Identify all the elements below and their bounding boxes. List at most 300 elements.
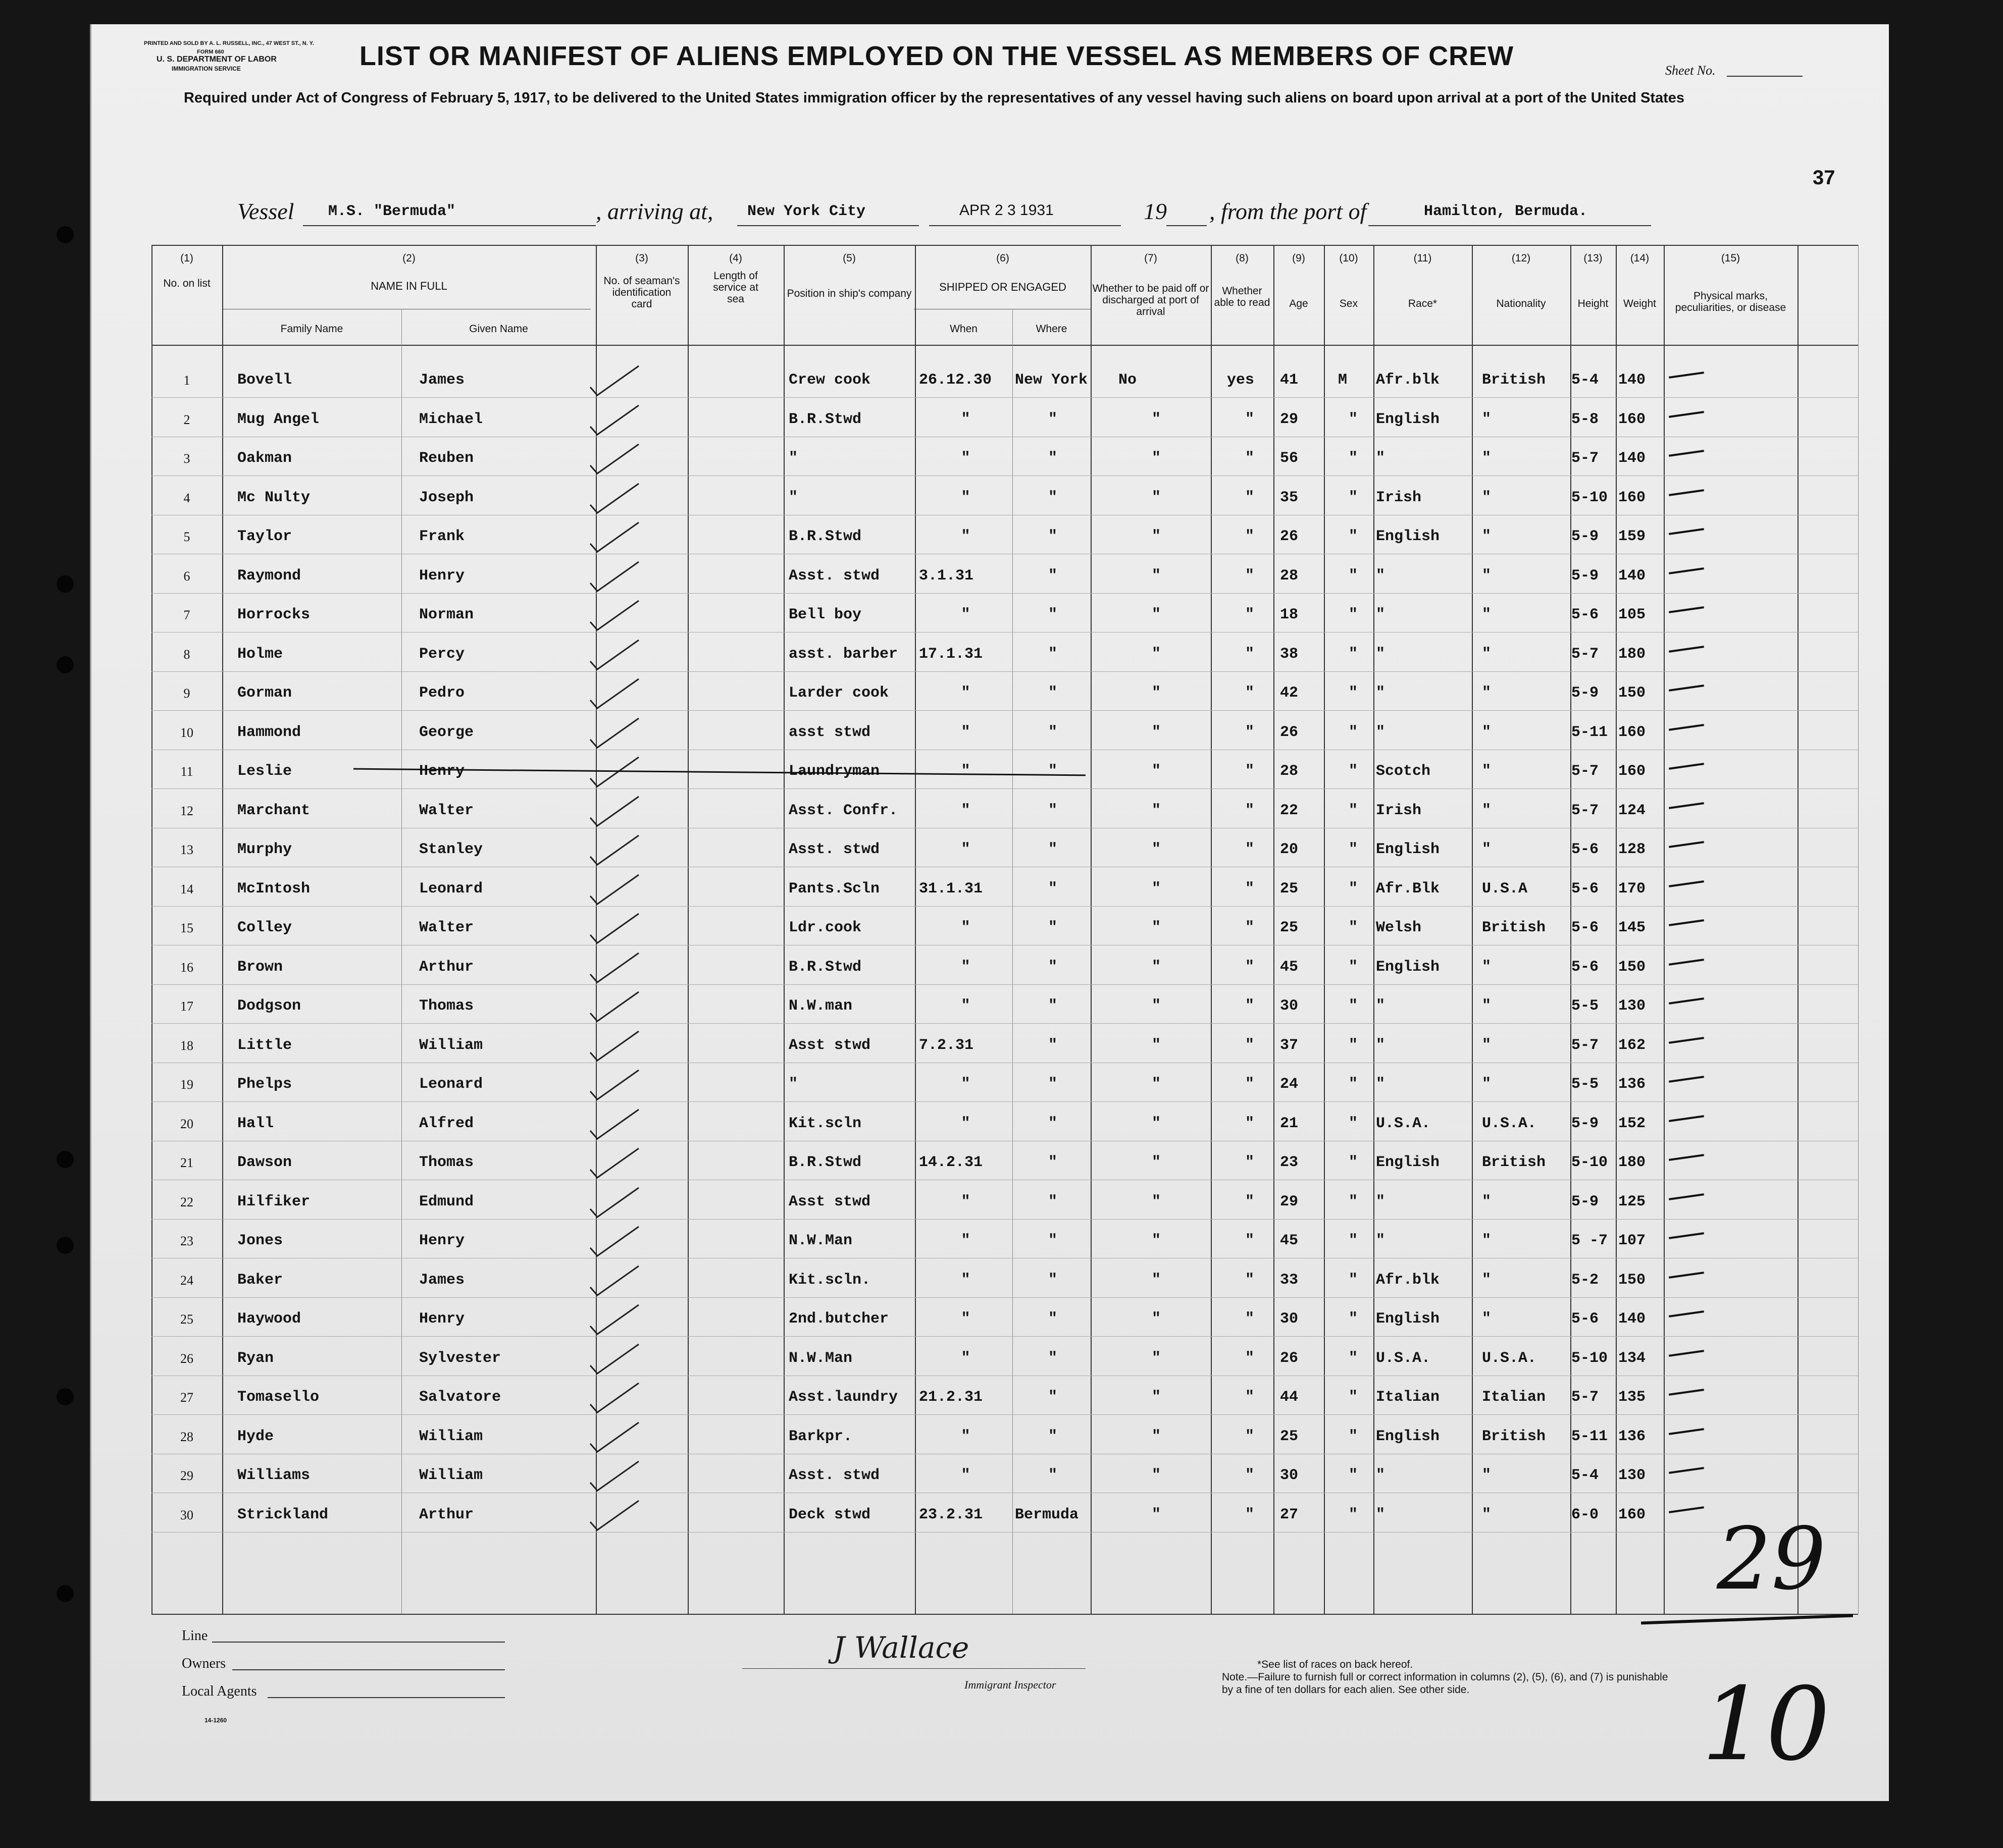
cell-paid: " (1151, 723, 1161, 741)
cell-where: " (1048, 450, 1057, 467)
cell-pos: " (789, 489, 798, 506)
cell-when: " (961, 763, 970, 780)
cell-height: 5-9 (1571, 528, 1599, 545)
dash-mark (1669, 1428, 1704, 1435)
table-row (0, 1065, 2003, 1104)
cell-read: " (1245, 1115, 1254, 1132)
cell-weight: 134 (1618, 1349, 1646, 1367)
cell-pos: Asst. Confr. (789, 802, 898, 819)
cell-family: Mc Nulty (237, 489, 311, 506)
cell-when: 31.1.31 (919, 880, 983, 897)
cell-height: 5-11 (1571, 723, 1608, 741)
cell-nat: U.S.A. (1482, 1349, 1537, 1367)
cell-age: 45 (1280, 1232, 1299, 1249)
check-mark-icon (588, 1224, 644, 1259)
cell-race: Irish (1376, 802, 1422, 819)
cell-where: " (1048, 1389, 1057, 1406)
cell-read: " (1245, 1232, 1254, 1249)
cell-sex: " (1348, 841, 1358, 858)
check-mark-icon (588, 1185, 644, 1220)
cell-no: 16 (180, 960, 193, 975)
table-row (0, 1417, 2003, 1456)
cell-height: 5-7 (1571, 763, 1599, 780)
cell-nat: " (1482, 1467, 1492, 1484)
cell-sex: " (1348, 1428, 1358, 1445)
check-mark-icon (588, 832, 644, 868)
table-row (0, 752, 2003, 791)
cell-when: " (961, 1428, 970, 1445)
cell-pos: B.R.Stwd (789, 958, 862, 976)
cell-paid: " (1151, 919, 1161, 936)
cell-height: 5-7 (1571, 450, 1599, 467)
cell-read: " (1245, 1310, 1254, 1328)
dash-mark (1669, 606, 1704, 613)
cell-read: " (1245, 723, 1254, 741)
header-when: When (950, 323, 978, 335)
cell-race: " (1376, 684, 1385, 702)
cell-family: Oakman (237, 450, 292, 467)
cell-given: Joseph (419, 489, 474, 506)
cell-height: 5-4 (1571, 372, 1599, 389)
dash-mark (1669, 959, 1704, 966)
dash-mark (1669, 1232, 1704, 1239)
vessel-label: Vessel (237, 198, 294, 224)
cell-sex: " (1348, 489, 1358, 506)
cell-nat: " (1482, 802, 1492, 819)
cell-no: 19 (180, 1077, 193, 1092)
cell-read: " (1245, 450, 1254, 467)
cell-no: 5 (183, 530, 190, 544)
table-row (0, 635, 2003, 674)
cell-age: 41 (1280, 372, 1299, 389)
cell-no: 4 (183, 490, 190, 505)
cell-read: " (1245, 1506, 1254, 1523)
cell-when: 26.12.30 (919, 372, 992, 389)
cell-family: Raymond (237, 567, 301, 585)
table-row (0, 1456, 2003, 1495)
cell-paid: " (1151, 606, 1161, 623)
table-row (0, 1222, 2003, 1260)
cell-pos: " (789, 1076, 798, 1093)
cell-no: 25 (180, 1312, 193, 1327)
cell-weight: 136 (1618, 1076, 1646, 1093)
cell-nat: " (1482, 958, 1492, 976)
cell-sex: " (1348, 567, 1358, 585)
header-race: Race* (1408, 298, 1437, 309)
cell-race: " (1376, 450, 1385, 467)
col-num: (15) (1721, 252, 1740, 264)
inspector-label: Immigrant Inspector (964, 1678, 1056, 1691)
cell-race: Afr.blk (1376, 372, 1440, 389)
cell-height: 5-6 (1571, 880, 1599, 897)
cell-paid: " (1151, 802, 1161, 819)
cell-when: " (961, 1076, 970, 1093)
cell-nat: " (1482, 645, 1492, 663)
check-mark-icon (588, 441, 644, 477)
header-no-on-list: No. on list (163, 278, 211, 289)
cell-family: Hammond (237, 723, 301, 741)
cell-race: Scotch (1376, 763, 1431, 780)
cell-where: " (1048, 528, 1057, 545)
table-row (0, 674, 2003, 713)
cell-race: " (1376, 567, 1385, 585)
dash-mark (1669, 997, 1704, 1005)
cell-nat: British (1482, 372, 1546, 389)
cell-read: " (1245, 684, 1254, 702)
cell-height: 5-10 (1571, 1154, 1608, 1171)
table-row (0, 987, 2003, 1026)
cell-no: 1 (183, 373, 190, 388)
cell-paid: " (1151, 567, 1161, 585)
table-row (0, 596, 2003, 635)
cell-when: " (961, 1115, 970, 1132)
cell-when: " (961, 802, 970, 819)
cell-weight: 107 (1618, 1232, 1646, 1249)
cell-height: 6-0 (1571, 1506, 1599, 1523)
cell-given: James (419, 1271, 465, 1289)
cell-height: 5-7 (1571, 802, 1599, 819)
cell-pos: Barkpr. (789, 1428, 853, 1445)
cell-weight: 145 (1618, 919, 1646, 936)
header-id-card: No. of seaman's identification card (603, 275, 680, 310)
handwritten-count: 10 (1702, 1666, 1830, 1783)
dash-mark (1669, 1076, 1704, 1083)
cell-race: U.S.A. (1376, 1349, 1431, 1367)
check-mark-icon (588, 559, 644, 594)
cell-race: Irish (1376, 489, 1422, 506)
check-mark-icon (588, 1028, 644, 1064)
cell-age: 24 (1280, 1076, 1299, 1093)
cell-height: 5-6 (1571, 958, 1599, 976)
cell-weight: 136 (1618, 1428, 1646, 1445)
form-number: FORM 660 (197, 49, 224, 55)
cell-pos: Crew cook (789, 372, 871, 389)
cell-given: Henry (419, 567, 465, 585)
cell-family: Williams (237, 1467, 311, 1484)
cell-where: " (1048, 919, 1057, 936)
check-mark-icon (588, 950, 644, 985)
header-physical: Physical marks, peculiarities, or disease (1675, 290, 1786, 313)
header-paid-off: Whether to be paid off or discharged at port of arrival (1092, 283, 1209, 318)
cell-pos: B.R.Stwd (789, 1154, 862, 1171)
cell-paid: " (1151, 958, 1161, 976)
cell-age: 25 (1280, 880, 1299, 897)
header-weight: Weight (1623, 298, 1656, 309)
cell-when: " (961, 919, 970, 936)
table-row (0, 1496, 2003, 1535)
cell-paid: " (1151, 645, 1161, 663)
cell-where: " (1048, 1428, 1057, 1445)
cell-given: Frank (419, 528, 465, 545)
cell-nat: Italian (1482, 1389, 1546, 1406)
dash-mark (1669, 1310, 1704, 1317)
header-length-service: Length of service at sea (713, 270, 758, 305)
cell-height: 5-10 (1571, 489, 1608, 506)
cell-when: " (961, 1271, 970, 1289)
cell-family: Hyde (237, 1428, 274, 1445)
cell-race: " (1376, 1467, 1385, 1484)
cell-weight: 135 (1618, 1389, 1646, 1406)
cell-weight: 180 (1618, 645, 1646, 663)
cell-age: 30 (1280, 1467, 1299, 1484)
cell-paid: " (1151, 1076, 1161, 1093)
cell-family: Phelps (237, 1076, 292, 1093)
cell-weight: 140 (1618, 567, 1646, 585)
col-num: (2) (402, 252, 416, 264)
check-mark-icon (588, 715, 644, 751)
cell-height: 5-6 (1571, 841, 1599, 858)
cell-given: Reuben (419, 450, 474, 467)
col-num: (6) (996, 252, 1009, 264)
cell-pos: asst. barber (789, 645, 898, 663)
dash-mark (1669, 1154, 1704, 1161)
col-num: (5) (843, 252, 856, 264)
check-mark-icon (588, 676, 644, 711)
cell-race: " (1376, 997, 1385, 1015)
cell-given: Henry (419, 763, 465, 780)
cell-nat: " (1482, 684, 1492, 702)
table-row (0, 791, 2003, 830)
cell-given: Leonard (419, 880, 483, 897)
cell-nat: British (1482, 919, 1546, 936)
arriving-port: New York City (747, 203, 866, 220)
cell-weight: 152 (1618, 1115, 1646, 1132)
check-mark-icon (588, 598, 644, 633)
cell-where: " (1048, 1115, 1057, 1132)
cell-sex: M (1338, 372, 1348, 389)
cell-no: 26 (180, 1351, 193, 1366)
cell-family: Ryan (237, 1349, 274, 1367)
cell-no: 10 (180, 725, 193, 740)
cell-sex: " (1348, 958, 1358, 976)
check-mark-icon (588, 1145, 644, 1181)
cell-nat: U.S.A (1482, 880, 1528, 897)
cell-no: 14 (180, 881, 193, 896)
cell-race: English (1376, 410, 1440, 428)
cell-given: Michael (419, 410, 483, 428)
cell-family: Marchant (237, 802, 311, 819)
cell-paid: " (1151, 489, 1161, 506)
cell-given: Edmund (419, 1193, 474, 1210)
cell-pos: Bell boy (789, 606, 862, 623)
cell-weight: 124 (1618, 802, 1646, 819)
table-row (0, 870, 2003, 909)
handwritten-total: 29 (1717, 1509, 1826, 1609)
cell-paid: " (1151, 1389, 1161, 1406)
cell-sex: " (1348, 1389, 1358, 1406)
cell-age: 29 (1280, 410, 1299, 428)
punch-hole (57, 1585, 74, 1602)
cell-no: 15 (180, 921, 193, 935)
cell-sex: " (1348, 528, 1358, 545)
cell-read: " (1245, 1076, 1254, 1093)
cell-where: " (1048, 763, 1057, 780)
cell-where: " (1048, 684, 1057, 702)
cell-when: " (961, 958, 970, 976)
cell-height: 5-9 (1571, 684, 1599, 702)
sheet-label: Sheet No. (1665, 63, 1716, 78)
cell-where: " (1048, 1036, 1057, 1054)
cell-when: 3.1.31 (919, 567, 974, 585)
cell-nat: British (1482, 1428, 1546, 1445)
cell-sex: " (1348, 997, 1358, 1015)
cell-age: 26 (1280, 723, 1299, 741)
cell-weight: 160 (1618, 1506, 1646, 1523)
cell-when: 7.2.31 (919, 1036, 974, 1054)
table-row (0, 439, 2003, 478)
cell-given: Arthur (419, 958, 474, 976)
header-able-read: Whether able to read (1214, 285, 1270, 308)
check-mark-icon (588, 1380, 644, 1415)
cell-where: " (1048, 880, 1057, 897)
cell-when: " (961, 723, 970, 741)
cell-given: George (419, 723, 474, 741)
table-row (0, 400, 2003, 439)
cell-age: 38 (1280, 645, 1299, 663)
cell-given: Walter (419, 802, 474, 819)
cell-when: " (961, 684, 970, 702)
cell-family: Murphy (237, 841, 292, 858)
col-num: (13) (1583, 252, 1603, 264)
cell-given: Percy (419, 645, 465, 663)
cell-read: " (1245, 841, 1254, 858)
cell-pos: B.R.Stwd (789, 410, 862, 428)
cell-where: " (1048, 567, 1057, 585)
dash-mark (1669, 489, 1704, 496)
cell-sex: " (1348, 880, 1358, 897)
cell-read: " (1245, 997, 1254, 1015)
cell-race: " (1376, 606, 1385, 623)
cell-pos: Asst.laundry (789, 1389, 898, 1406)
col-num: (4) (729, 252, 742, 264)
cell-where: " (1048, 606, 1057, 623)
cell-pos: B.R.Stwd (789, 528, 862, 545)
cell-height: 5-7 (1571, 1389, 1599, 1406)
cell-no: 6 (183, 568, 190, 584)
col-num: (3) (635, 252, 648, 264)
cell-weight: 140 (1618, 1310, 1646, 1328)
cell-height: 5-7 (1571, 1036, 1599, 1054)
cell-read: " (1245, 802, 1254, 819)
cell-family: Haywood (237, 1310, 301, 1328)
cell-read: " (1245, 1036, 1254, 1054)
cell-age: 26 (1280, 1349, 1299, 1367)
cell-race: " (1376, 645, 1385, 663)
cell-pos: N.W.man (789, 997, 853, 1015)
table-row (0, 713, 2003, 752)
cell-given: Thomas (419, 997, 474, 1015)
cell-family: Horrocks (237, 606, 311, 623)
cell-pos: Asst stwd (789, 1036, 871, 1054)
cell-pos: Kit.scln (789, 1115, 862, 1132)
cell-pos: Ldr.cook (789, 919, 862, 936)
cell-pos: Kit.scln. (789, 1271, 871, 1289)
cell-family: Baker (237, 1271, 283, 1289)
header-age: Age (1289, 298, 1308, 309)
cell-race: Afr.blk (1376, 1271, 1440, 1289)
cell-family: Jones (237, 1232, 283, 1249)
cell-height: 5-10 (1571, 1349, 1608, 1367)
cell-no: 9 (183, 686, 190, 701)
cell-read: " (1245, 919, 1254, 936)
cell-read: " (1245, 1349, 1254, 1367)
cell-height: 5-6 (1571, 606, 1599, 623)
cell-height: 5-6 (1571, 919, 1599, 936)
cell-paid: " (1151, 1115, 1161, 1132)
cell-nat: " (1482, 1193, 1492, 1210)
cell-race: " (1376, 1506, 1385, 1523)
cell-weight: 130 (1618, 997, 1646, 1015)
cell-given: Thomas (419, 1154, 474, 1171)
cell-height: 5-9 (1571, 567, 1599, 585)
cell-age: 21 (1280, 1115, 1299, 1132)
cell-where: " (1048, 958, 1057, 976)
dash-mark (1669, 763, 1704, 770)
cell-nat: " (1482, 489, 1492, 506)
header-where: Where (1036, 323, 1067, 335)
cell-family: McIntosh (237, 880, 311, 897)
cell-race: English (1376, 1154, 1440, 1171)
dash-mark (1669, 841, 1704, 848)
cell-height: 5-5 (1571, 997, 1599, 1015)
check-mark-icon (588, 1106, 644, 1142)
table-row (0, 1183, 2003, 1222)
arriving-label: , arriving at, (596, 198, 713, 224)
check-mark-icon (588, 1302, 644, 1337)
page-title: LIST OR MANIFEST OF ALIENS EMPLOYED ON THE VESSEL AS MEMBERS OF CREW (359, 41, 1514, 71)
table-row (0, 948, 2003, 987)
cell-sex: " (1348, 1467, 1358, 1484)
col-num: (8) (1236, 252, 1249, 264)
table-row (0, 1261, 2003, 1300)
cell-sex: " (1348, 606, 1358, 623)
col-num: (7) (1144, 252, 1157, 264)
table-row (0, 557, 2003, 596)
cell-sex: " (1348, 1115, 1358, 1132)
cell-given: Arthur (419, 1506, 474, 1523)
cell-no: 2 (183, 412, 190, 427)
header-family-name: Family Name (280, 323, 343, 335)
dash-mark (1669, 567, 1704, 574)
agents-label: Local Agents (182, 1683, 257, 1699)
cell-paid: " (1151, 997, 1161, 1015)
cell-age: 37 (1280, 1036, 1299, 1054)
cell-when: " (961, 410, 970, 428)
cell-where: " (1048, 1076, 1057, 1093)
cell-family: Strickland (237, 1506, 329, 1523)
cell-paid: " (1151, 880, 1161, 897)
cell-age: 56 (1280, 450, 1299, 467)
cell-family: Gorman (237, 684, 292, 702)
cell-family: Brown (237, 958, 283, 976)
cell-given: Pedro (419, 684, 465, 702)
cell-given: Henry (419, 1232, 465, 1249)
cell-when: " (961, 1232, 970, 1249)
cell-family: Mug Angel (237, 410, 320, 428)
cell-paid: " (1151, 684, 1161, 702)
cell-paid: " (1151, 841, 1161, 858)
form-code: 14-1260 (204, 1717, 227, 1724)
cell-given: William (419, 1036, 483, 1054)
cell-family: Little (237, 1036, 292, 1054)
col-num: (12) (1511, 252, 1531, 264)
cell-nat: " (1482, 410, 1492, 428)
dash-mark (1669, 528, 1704, 535)
cell-age: 25 (1280, 919, 1299, 936)
cell-paid: " (1151, 1154, 1161, 1171)
cell-read: " (1245, 528, 1254, 545)
check-mark-icon (588, 519, 644, 555)
